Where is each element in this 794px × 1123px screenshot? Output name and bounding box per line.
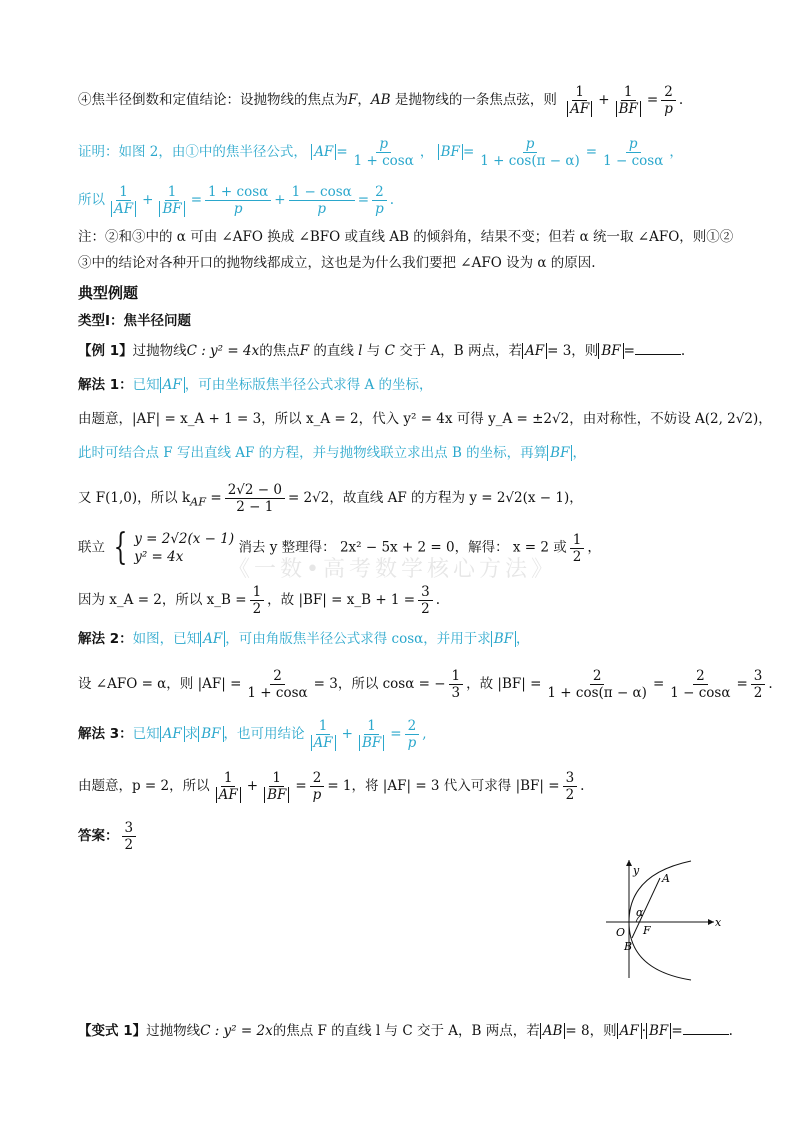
numerator: 1 [221, 770, 236, 787]
symbol-ab: AB [370, 92, 391, 108]
punct: ， [516, 631, 530, 647]
solution-text: 设 ∠AFO = α，则 |AF| = [78, 676, 242, 692]
abs-bf: BF [598, 343, 623, 359]
abs-ab: AB [540, 1023, 566, 1039]
example-text: 交于 A，B 两点，若 [394, 343, 522, 359]
fraction-1-over-af [308, 718, 339, 751]
solution-1-line-3 [78, 442, 734, 464]
denominator: 1 + cosα [353, 153, 414, 169]
numerator: 2 [693, 668, 708, 685]
denominator: 1 + cos(π − α) [547, 685, 647, 701]
curve-equation: C : y² = 2x [200, 1023, 273, 1039]
denominator: BF [159, 201, 184, 217]
fraction-1-over-bf [613, 84, 644, 117]
fraction-2-over-p [661, 84, 676, 117]
symbol-f: F [299, 343, 310, 359]
slope-text: 又 F(1,0)，所以 k [78, 490, 191, 506]
denominator: 2 [753, 685, 763, 701]
fraction-p-over-1mcos [600, 136, 666, 169]
denominator: 2 [565, 787, 575, 803]
root-fraction [570, 532, 585, 565]
dot-sign: · [641, 1023, 647, 1039]
example-tag: 【例 1】 [78, 343, 133, 359]
solution-1-hint [78, 374, 734, 396]
numerator: 2 [590, 668, 605, 685]
plus-sign: + [142, 192, 154, 208]
solution-3-body: 由题意，p = 2，所以 $\frac{1}{AF}$ + $\frac{1}{BF}$ = $\frac{2}{p}$ = 1，将 |AF| = 3 代入可求得 |BF| = $\frac{3}{2}$ . [78, 770, 585, 803]
y-label: y [633, 864, 640, 877]
plus-sign: + [274, 192, 286, 208]
result-text: ，故 |BF| = x_B + 1 = [267, 592, 416, 608]
solution-1-line-2: 由题意，|AF| = x_A + 1 = 3，所以 x_A = 2，代入 y² = 4x 可得 y_A = ±2√2，由对称性，不妨设 A(2, 2√2)， [78, 411, 772, 427]
abs-af: AF [311, 144, 336, 160]
statement-text-tail: 是抛物线的一条焦点弦，则 [390, 92, 557, 108]
variant-text: 的焦点 F 的直线 l 与 C 交于 A，B 两点，若 [272, 1023, 540, 1039]
parabola-figure [596, 854, 726, 984]
numerator: 1 [570, 532, 585, 549]
point-f-label: F [643, 924, 651, 937]
abs-bf: BF [491, 631, 516, 647]
abs-af: AF [522, 343, 547, 359]
type-heading: 类型Ⅰ：焦半径问题 [78, 313, 192, 329]
punct: ， [357, 92, 371, 108]
numerator: 1 [572, 84, 587, 101]
denominator: 1 − cosα [670, 685, 731, 701]
symbol-c: C [384, 343, 395, 359]
hint-text: ，可由角版焦半径公式求得 cosα，并用于求 [225, 631, 491, 647]
punct: . [728, 1023, 733, 1039]
equals-sign: = [357, 192, 370, 208]
numerator: p [523, 136, 538, 153]
fraction-p-over-1pcos-pi [477, 136, 583, 169]
solution-label: 解法 1： [78, 377, 133, 393]
cos-fraction [449, 668, 464, 701]
denominator: p [407, 735, 417, 751]
solution-2-body: 设 ∠AFO = α，则 |AF| = $\frac{2}{1 + \cos\alpha}$ = 3，所以 cosα = − $\frac{1}{3}$ ，故 |BF| = $\frac{2}{1 + \cos(\pi - \alpha)}$ = $\frac{2}{1 - \cos\alpha}$ = $\frac{3}{2}$ . [78, 668, 773, 701]
plus-sign: + [598, 92, 610, 108]
solution-label: 解法 2： [78, 631, 133, 647]
plus-sign: + [341, 726, 353, 742]
alpha-label: α [636, 906, 644, 919]
numerator: 3 [418, 584, 433, 601]
result-text: 因为 x_A = 2，所以 x_B = [78, 592, 247, 608]
example-text: 的焦点 [259, 343, 300, 359]
punct: , [422, 726, 427, 742]
solution-2-hint [78, 628, 734, 650]
solution-3-hint [78, 718, 734, 751]
slope-subscript: AF [190, 495, 207, 509]
bf-fraction [563, 770, 578, 803]
denominator: BF [359, 735, 384, 751]
hint-text: 此时可结合点 F 写出直线 AF 的方程，并与抛物线联立求出点 B 的坐标，再算 [78, 445, 548, 461]
equals-sign: = [390, 726, 402, 742]
abs-af: AF [617, 1023, 642, 1039]
denominator: p [664, 101, 673, 117]
equals-sign: = [190, 192, 203, 208]
denominator: AF [111, 201, 136, 217]
symbol-l: l [358, 343, 363, 359]
numerator: 1 [269, 770, 284, 787]
denominator: 1 + cosα [247, 685, 308, 701]
numerator: 1 [316, 718, 331, 735]
point-a-label: A [662, 872, 670, 885]
equation-system [109, 527, 235, 568]
abs-bf: BF [646, 1023, 671, 1039]
numerator: 1 [250, 584, 265, 601]
example-text: 过抛物线 [132, 343, 187, 359]
variant-tag: 【变式 1】 [78, 1023, 147, 1039]
numerator: 1 [364, 718, 379, 735]
fraction-1-over-af [108, 184, 139, 217]
system-lead: 联立 [78, 539, 105, 556]
punct: . [680, 343, 686, 359]
denominator: 2 [421, 601, 430, 617]
abs-bf: BF [438, 144, 463, 160]
origin-label: O [616, 926, 626, 939]
numerator: p [376, 136, 391, 153]
watermark: 《一数•高考数学核心方法》 [228, 557, 557, 582]
numerator: 3 [751, 668, 766, 685]
answer-fraction [122, 820, 137, 853]
denominator: p [317, 201, 327, 217]
solution-label: 解法 3： [78, 726, 133, 742]
solution-text: 由题意，p = 2，所以 [78, 778, 210, 794]
af-fraction [244, 668, 310, 701]
punct: ， [669, 144, 683, 160]
note-line-1: 注：②和③中的 α 可由 ∠AFO 换成 ∠BFO 或直线 AB 的倾斜角，结果不变；但若 α 统一取 ∠AFO，则①② [78, 229, 734, 245]
equals-sign: = [462, 144, 475, 160]
punct: ， [572, 445, 586, 461]
system-row-2: y² = 4x [134, 549, 184, 565]
denominator: p [233, 201, 243, 217]
solution-text: = 1，将 |AF| = 3 代入可求得 |BF| = [327, 778, 560, 794]
x-label: x [715, 916, 722, 929]
solution-1-slope [78, 482, 734, 515]
bf-fraction-3 [751, 668, 766, 701]
denominator: 2 [572, 548, 582, 565]
variant-text: = 8，则 [565, 1023, 617, 1039]
denominator: 2 − 1 [236, 499, 274, 515]
hint-text: 已知 [132, 377, 160, 393]
variant-1 [78, 1020, 734, 1042]
example-text: 与 [362, 343, 385, 359]
variant-text: 过抛物线 [146, 1023, 201, 1039]
solution-text: ，故 |BF| = [466, 676, 542, 692]
numerator: 2√2 − 0 [225, 482, 285, 499]
punct: . [768, 676, 773, 692]
section-title: 典型例题 [78, 284, 139, 302]
answer-blank [683, 1020, 729, 1035]
numerator: 1 + cosα [205, 184, 271, 201]
denominator: AF [567, 101, 592, 117]
point-b-label: B [624, 940, 633, 953]
bf-fraction-2 [667, 668, 733, 701]
fraction-2-over-p [310, 770, 325, 803]
numerator: 2 [661, 84, 676, 101]
denominator: p [375, 201, 384, 217]
example-text: = 3，则 [547, 343, 599, 359]
fraction-1-over-bf [261, 770, 292, 803]
denominator: 3 [451, 685, 461, 701]
focal-reciprocal-statement [78, 84, 734, 117]
numerator: 3 [563, 770, 578, 787]
curve-equation: C : y² = 4x [186, 343, 260, 359]
numerator: 2 [405, 718, 420, 735]
abs-bf: BF [547, 445, 572, 461]
denominator: BF [264, 787, 289, 803]
system-row-1: y = 2√2(x − 1) [134, 531, 235, 547]
brace-icon: { [113, 527, 128, 568]
equals-sign: = [646, 92, 659, 108]
punct: . [389, 192, 395, 208]
punct: . [435, 592, 441, 608]
abs-af: AF [200, 631, 225, 647]
xb-fraction [250, 584, 265, 617]
slope-text: = 2√2，故直线 AF 的方程为 y = 2√2(x − 1)， [287, 490, 583, 506]
proof-conclusion [78, 184, 734, 217]
denominator: 1 + cos(π − α) [480, 153, 580, 169]
denominator: AF [311, 735, 336, 751]
abs-af: AF [160, 726, 185, 742]
slope-fraction [225, 482, 285, 515]
answer-blank [635, 340, 681, 355]
numerator: 1 − cosα [289, 184, 355, 201]
denominator: BF [616, 101, 641, 117]
example-1 [78, 340, 734, 362]
answer-label: 答案： [78, 828, 119, 844]
denominator: AF [216, 787, 241, 803]
fraction-1pcos-over-p [205, 184, 271, 217]
answer-line [78, 820, 734, 853]
hint-text: 求 [184, 726, 199, 742]
hint-text: ，可由坐标版焦半径公式求得 A 的坐标， [184, 377, 433, 393]
note-line-2: ③中的结论对各种开口的抛物线都成立，这也是为什么我们要把 ∠AFO 设为 α 的原因. [78, 255, 596, 271]
hint-text: 如图，已知 [132, 631, 201, 647]
numerator: 2 [270, 668, 285, 685]
solution-text: = 3，所以 cosα = − [313, 676, 446, 692]
equals-sign: = [206, 490, 222, 506]
fraction-2-over-p [372, 184, 387, 217]
fraction-p-over-1pcos [351, 136, 417, 169]
numerator: 2 [310, 770, 325, 787]
hint-text: 已知 [132, 726, 160, 742]
hint-text: ，也可用结论 [223, 726, 305, 742]
numerator: 2 [372, 184, 387, 201]
fraction-1mcos-over-p [289, 184, 355, 217]
punct: . [678, 92, 684, 108]
denominator: 2 [252, 601, 262, 617]
fraction-1-over-af [213, 770, 244, 803]
fraction-2-over-p [405, 718, 420, 751]
numerator: p [626, 136, 641, 153]
x-arrow-icon [708, 919, 714, 925]
bf-fraction-1 [544, 668, 650, 701]
y-arrow-icon [626, 860, 632, 866]
numerator: 1 [165, 184, 180, 201]
proof-line [78, 136, 734, 169]
denominator: p [312, 787, 322, 803]
abs-af: AF [160, 377, 185, 393]
proof-text: 证明：如图 2，由①中的焦半径公式， [78, 144, 307, 160]
abs-bf: BF [198, 726, 223, 742]
numerator: 1 [116, 184, 131, 201]
punct: . [580, 778, 585, 794]
fraction-1-over-af [564, 84, 595, 117]
numerator: 1 [449, 668, 464, 685]
bf-fraction [418, 584, 433, 617]
equals-sign: = [585, 144, 598, 160]
fraction-1-over-bf [356, 718, 387, 751]
statement-text: ④焦半径倒数和定值结论：设抛物线的焦点为 [78, 92, 348, 108]
numerator: 3 [122, 820, 137, 837]
denominator: 2 [124, 837, 134, 853]
example-text: = [623, 343, 635, 359]
numerator: 1 [621, 84, 636, 101]
example-text: 的直线 [309, 343, 359, 359]
symbol-f: F [348, 92, 358, 108]
variant-text: = [671, 1023, 683, 1039]
fraction-1-over-bf [156, 184, 187, 217]
system-text: 消去 y 整理得： 2x² − 5x + 2 = 0，解得： x = 2 或 [238, 539, 567, 556]
proof-text: 所以 [78, 192, 105, 208]
punct: ， [587, 539, 601, 556]
punct: ， [419, 144, 434, 160]
denominator: 1 − cosα [603, 153, 664, 169]
solution-1-result [78, 584, 734, 617]
equals-sign: = [336, 144, 348, 160]
